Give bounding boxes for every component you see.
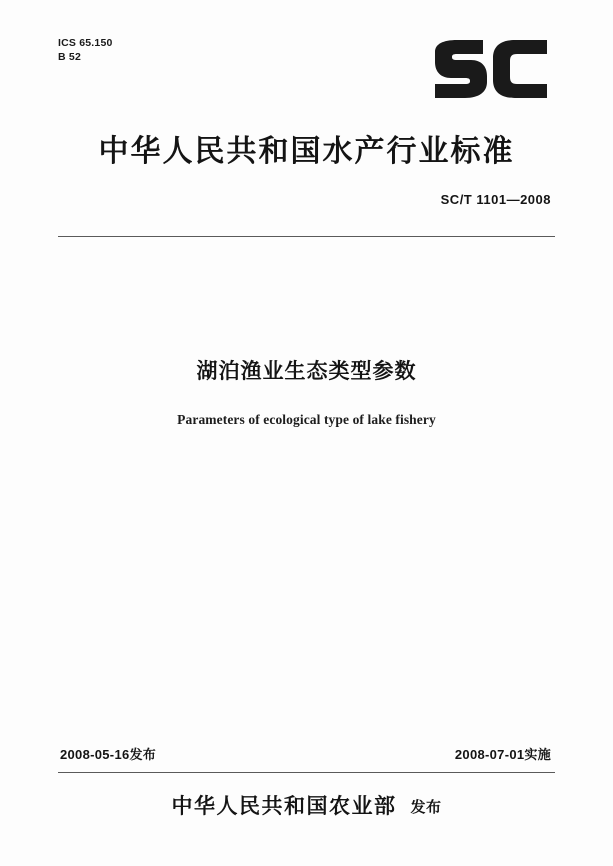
standard-number: SC/T 1101—2008 xyxy=(440,192,551,207)
ics-classification-block xyxy=(58,36,113,64)
document-title-chinese: 湖泊渔业生态类型参数 xyxy=(196,359,417,383)
publisher-line xyxy=(0,790,613,820)
effective-date: 2008-07-01 xyxy=(454,747,525,762)
page-title: 中华人民共和国水产行业标准 xyxy=(98,134,515,169)
document-title-english: Parameters of ecological type of lake fishery xyxy=(177,412,436,427)
classification-code: B 52 xyxy=(58,51,81,63)
sc-logo-icon xyxy=(431,38,551,100)
ics-code: ICS 65.150 xyxy=(58,37,113,49)
publisher-verb: 发布 xyxy=(410,798,442,816)
publisher-name: 中华人民共和国农业部 xyxy=(171,794,397,818)
divider-bottom xyxy=(58,772,555,773)
issue-label: 发布 xyxy=(129,748,157,763)
issue-date-block xyxy=(60,744,156,763)
divider-top xyxy=(58,236,555,237)
issue-date: 2008-05-16 xyxy=(60,747,130,762)
effective-date-block xyxy=(455,744,551,763)
effective-label: 实施 xyxy=(524,748,551,763)
